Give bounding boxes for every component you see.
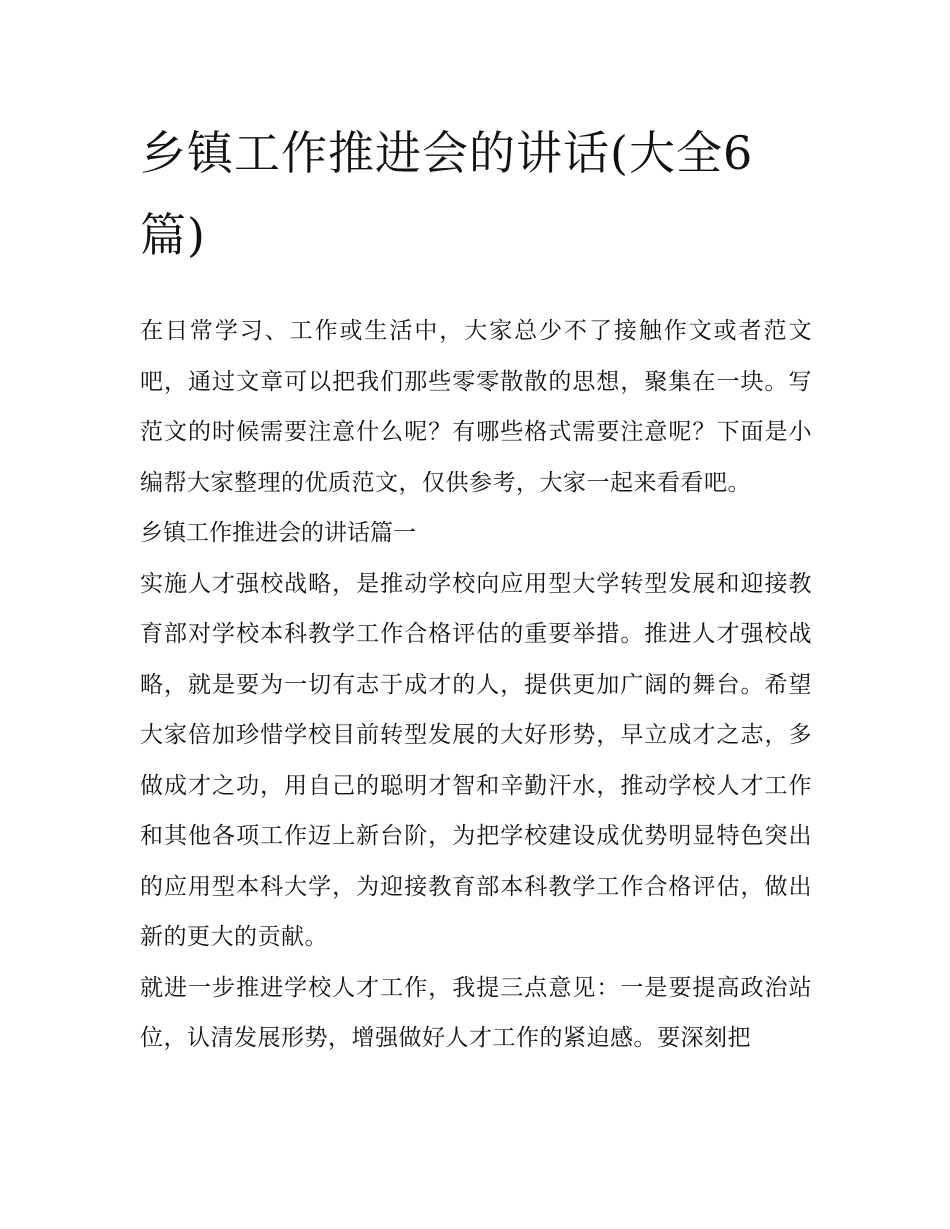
body-paragraph-1: 实施人才强校战略，是推动学校向应用型大学转型发展和迎接教育部对学校本科教学工作合格评估的重要举措。推进人才强校战略，就是要为一切有志于成才的人，提供更加广阔的舞台。希望大家倍加珍惜学校目前转型发展的大好形势，早立成才之志，多做成才之功，用自己的聪明才智和辛勤汗水，推动学校人才工作和其他各项工作迈上新台阶，为把学校建设成优势明显特色突出的应用型本科大学，为迎接教育部本科教学工作合格评估，做出新的更大的贡献。 <box>140 570 812 950</box>
intro-paragraph: 在日常学习、工作或生活中，大家总少不了接触作文或者范文吧，通过文章可以把我们那些零零散散的思想，聚集在一块。写范文的时候需要注意什么呢？有哪些格式需要注意呢？下面是小编帮大家整理的优质范文，仅供参考，大家一起来看看吧。 <box>140 318 812 496</box>
document-title: 乡镇工作推进会的讲话(大全6篇) <box>140 126 754 262</box>
document-body <box>140 112 812 1064</box>
body-paragraph-2: 就进一步推进学校人才工作，我提三点意见：一是要提高政治站位，认清发展形势，增强做好人才工作的紧迫感。要深刻把 <box>140 974 812 1051</box>
section-heading: 乡镇工作推进会的讲话篇一 <box>140 520 416 546</box>
